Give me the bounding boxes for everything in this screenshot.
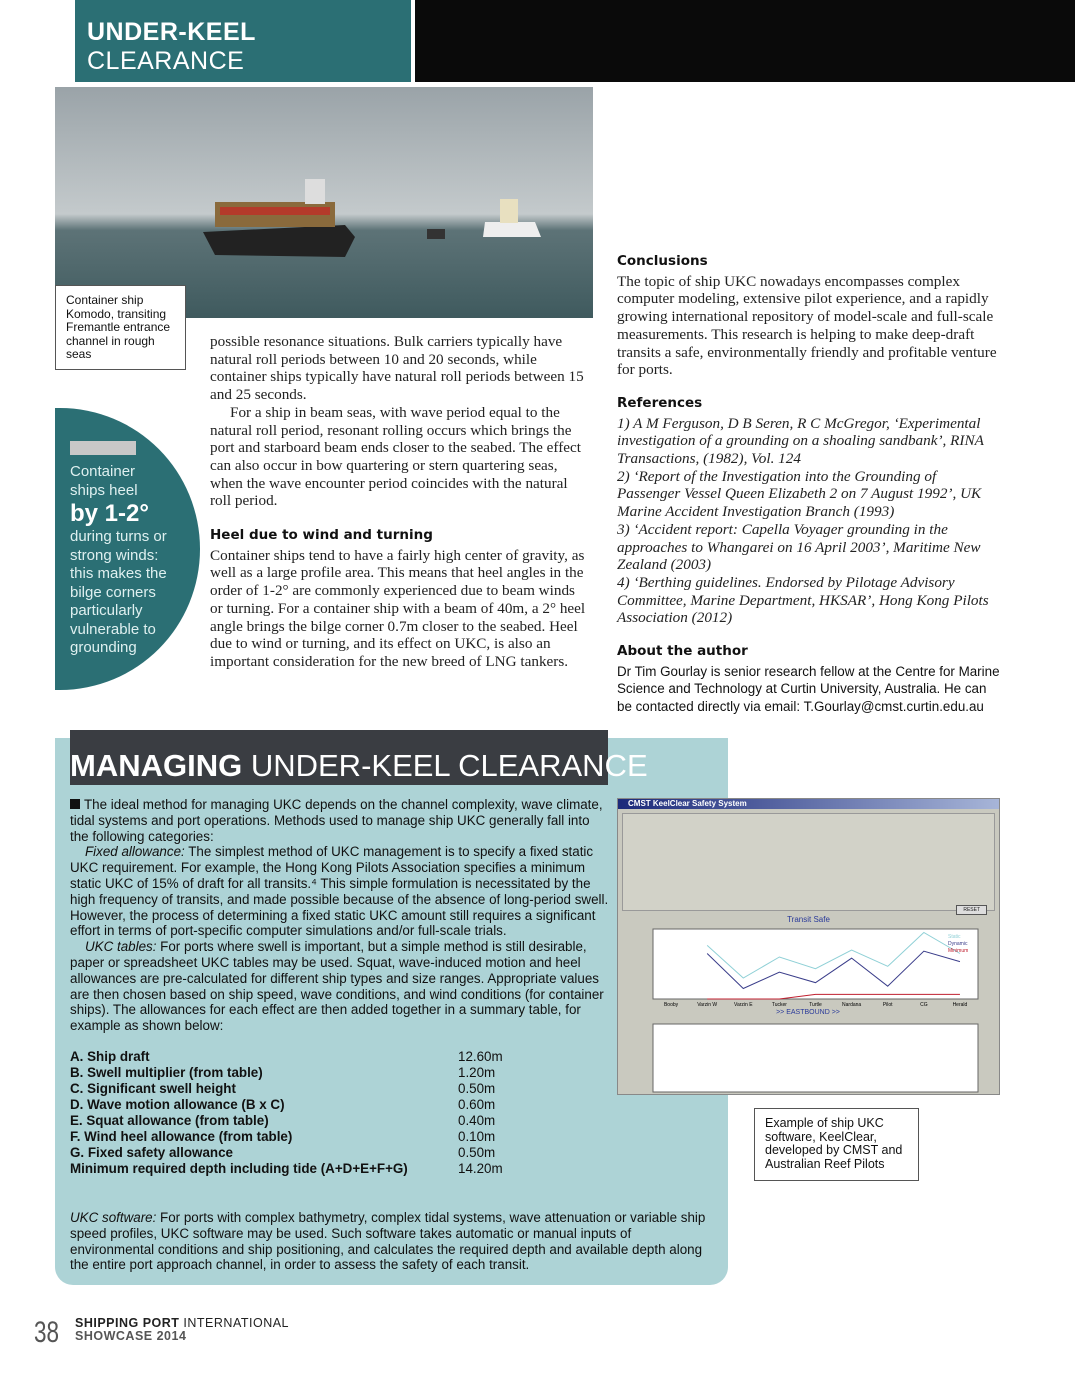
reference-item: 3) ‘Accident report: Capella Voyager grounding in the approaches to Whangarei on 16 April 2003’, Maritime New Zealand (2003) — [617, 520, 981, 574]
software-titlebar: CMST KeelClear Safety System — [618, 799, 999, 809]
station-label: Varzin W — [697, 1002, 718, 1008]
table-row — [70, 1129, 503, 1145]
box-body — [70, 797, 610, 1177]
table-row — [70, 1161, 503, 1177]
ship-illustration — [55, 87, 593, 318]
clearance-chart — [618, 924, 999, 1095]
pullquote-post: during turns or strong winds: this makes the bilge corners particularly vulnerable to grounding — [70, 528, 167, 656]
row-value: 0.40m — [458, 1112, 496, 1128]
author-bio: Dr Tim Gourlay is senior research fellow at the Centre for Marine Science and Technology at Curtin University, Australia. He can be contacted directly via email: T.Gourlay@cmst.curtin.edu.au — [617, 663, 1000, 714]
box-intro: The ideal method for managing UKC depends on the channel complexity, wave climate, tidal systems and port operations. Methods used to manage ship UKC generally fall into the following categories: — [70, 797, 603, 844]
right-column — [617, 243, 1002, 715]
row-value: 0.60m — [458, 1096, 496, 1112]
station-label: Turtle — [809, 1002, 822, 1008]
paragraph: possible resonance situations. Bulk carriers typically have natural roll periods between 10 and 20 seconds, while container ships typically have natural roll periods between 15 and 25 seconds. — [210, 333, 584, 404]
software-input-panel — [622, 813, 995, 911]
conclusions-heading: Conclusions — [617, 253, 708, 269]
station-label: CG — [920, 1002, 928, 1008]
legend-static: Static — [948, 934, 961, 940]
software-caption: Example of ship UKC software, KeelClear, developed by CMST and Australian Reef Pilots — [754, 1108, 919, 1181]
station-label: Nardana — [842, 1002, 862, 1008]
section-header — [75, 0, 411, 82]
pullquote — [55, 408, 200, 690]
author-heading: About the author — [617, 643, 748, 660]
label: UKC tables: — [85, 939, 157, 955]
ship-photo — [55, 87, 593, 318]
label: Fixed allowance: — [85, 844, 185, 860]
box-title — [70, 730, 648, 785]
paragraph: For ports where swell is important, but a simple method is still desirable, paper or spreadsheet UKC tables may be used. Squat, wave-induced motion and heel allowances are pre-calculated for different ship types and size ranges. Appropriate values are then chosen based on ship speed, wave conditions, and wind conditions (for container ships). The allowances for each effect are then added together in a summary table, for example as shown below: — [70, 939, 604, 1034]
row-value: 0.50m — [458, 1080, 496, 1096]
brand-light: INTERNATIONAL — [183, 1316, 290, 1330]
paragraph: Container ships tend to have a fairly high center of gravity, as well as a large profile area. This means that heel angles in the order of 1-2° are commonly experienced due to beam winds or turning. For a container ship with a beam of 40m, a 2° heel angle brings the bilge corner 0.7m closer to the seabed. Heel due to wind or turning, and its effect on UKC, is also an important consideration for the new breed of LNG tankers. — [210, 546, 586, 670]
references-heading: References — [617, 394, 703, 411]
box-title-light: UNDER-KEEL CLEARANCE — [250, 748, 648, 783]
header-light: CLEARANCE — [87, 47, 245, 75]
middle-column — [210, 333, 590, 671]
row-label: B. Swell multiplier (from table) — [70, 1064, 263, 1080]
row-label: D. Wave motion allowance (B x C) — [70, 1096, 285, 1112]
station-label: Pilot — [882, 1002, 893, 1008]
row-value: 12.60m — [458, 1048, 503, 1064]
paragraph: The simplest method of UKC management is to specify a fixed static UKC requirement. For example, the Hong Kong Pilots Association specifies a minimum static UKC of 15% of draft for all transits.⁴ This simple formulation is necessitated by the high frequency of transits, and made possible because of the absence of long-period swell. However, the process of determining a fixed static UKC amount still requires a significant effort in terms of port-specific computer simulations and/or full-scale trials. — [70, 844, 609, 939]
row-label: E. Squat allowance (from table) — [70, 1112, 269, 1128]
station-label: Herald — [952, 1002, 968, 1008]
station-label: Booby — [663, 1002, 679, 1008]
bullet-square — [70, 799, 80, 809]
paragraph: For a ship in beam seas, with wave period equal to the natural roll period, resonant rolling occurs which brings the port and starboard beam ends closer to the seabed. The effect can also occur in bow quartering or stern quartering seas, when the wave encounter period coincides with the natural roll period. — [210, 403, 581, 510]
reference-item: 2) ‘Report of the Investigation into the Grounding of Passenger Vessel Queen Elizabeth 2 on 7 August 1992’, UK Marine Accident Investigation Branch (1993) — [617, 467, 982, 521]
subheading: Heel due to wind and turning — [210, 527, 433, 544]
table-row — [70, 1097, 503, 1113]
box-title-bold: MANAGING — [70, 748, 243, 783]
row-value: 1.20m — [458, 1064, 496, 1080]
header-bar — [415, 0, 1075, 82]
station-label: Varzin E — [734, 1002, 753, 1008]
box-software-para — [70, 1210, 710, 1273]
page-number: 38 — [34, 1316, 60, 1349]
paragraph: For ports with complex bathymetry, complex tidal systems, wave attenuation or variable ship speed profiles, UKC software may be used. Such software takes automatic or manual inputs of environmental conditions and ship positioning, and calculates the required depth and available depth along the entire port approach channel, in order to assess the safety of each transit. — [70, 1210, 706, 1273]
legend-minimum: Minimum — [948, 948, 969, 954]
pullquote-pre: Container ships heel — [70, 463, 138, 499]
table-row — [70, 1065, 503, 1081]
brand-sub: SHOWCASE 2014 — [75, 1329, 187, 1343]
row-value: 0.50m — [458, 1144, 496, 1160]
row-label: Minimum required depth including tide (A+D+E+F+G) — [70, 1160, 408, 1176]
row-label: C. Significant swell height — [70, 1080, 236, 1096]
row-value: 0.10m — [458, 1128, 496, 1144]
row-label: G. Fixed safety allowance — [70, 1144, 233, 1160]
header-bold: UNDER-KEEL — [87, 18, 256, 46]
pullquote-bar — [70, 441, 136, 455]
conclusions-text: The topic of ship UKC nowadays encompasses complex computer modeling, extensive pilot experience, and a rapidly growing international repository of model-scale and full-scale measurements. This research is helping to make deep-draft transits a safe, environmentally friendly and profitable venture for ports. — [617, 272, 997, 379]
pullquote-big: by 1-2° — [70, 500, 149, 527]
legend-dynamic: Dynamic — [948, 941, 968, 947]
software-status: Transit Safe — [787, 915, 830, 924]
photo-caption: Container ship Komodo, transiting Fremantle entrance channel in rough seas — [55, 285, 186, 370]
row-value: 14.20m — [458, 1160, 503, 1176]
table-row — [70, 1049, 503, 1065]
row-label: F. Wind heel allowance (from table) — [70, 1128, 293, 1144]
table-row — [70, 1113, 503, 1129]
station-label: Tucker — [771, 1002, 787, 1008]
software-screenshot — [617, 798, 1000, 1095]
row-label: A. Ship draft — [70, 1048, 150, 1064]
reset-button: RESET — [956, 905, 987, 915]
reference-item: 4) ‘Berthing guidelines. Endorsed by Pilotage Advisory Committee, Marine Department, HKSAR’, Hong Kong Pilots Association (2012) — [617, 573, 989, 627]
brand-bold: SHIPPING PORT — [75, 1316, 180, 1330]
table-row — [70, 1145, 503, 1161]
ukc-table — [70, 1049, 503, 1177]
table-row — [70, 1081, 503, 1097]
direction-label: >> EASTBOUND >> — [776, 1009, 840, 1016]
label: UKC software: — [70, 1210, 157, 1225]
reference-item: 1) A M Ferguson, D B Seren, R C McGregor, ‘Experimental investigation of a grounding on a shoaling sandbank’, RINA Transactions, (1982), Vol. 124 — [617, 414, 984, 468]
